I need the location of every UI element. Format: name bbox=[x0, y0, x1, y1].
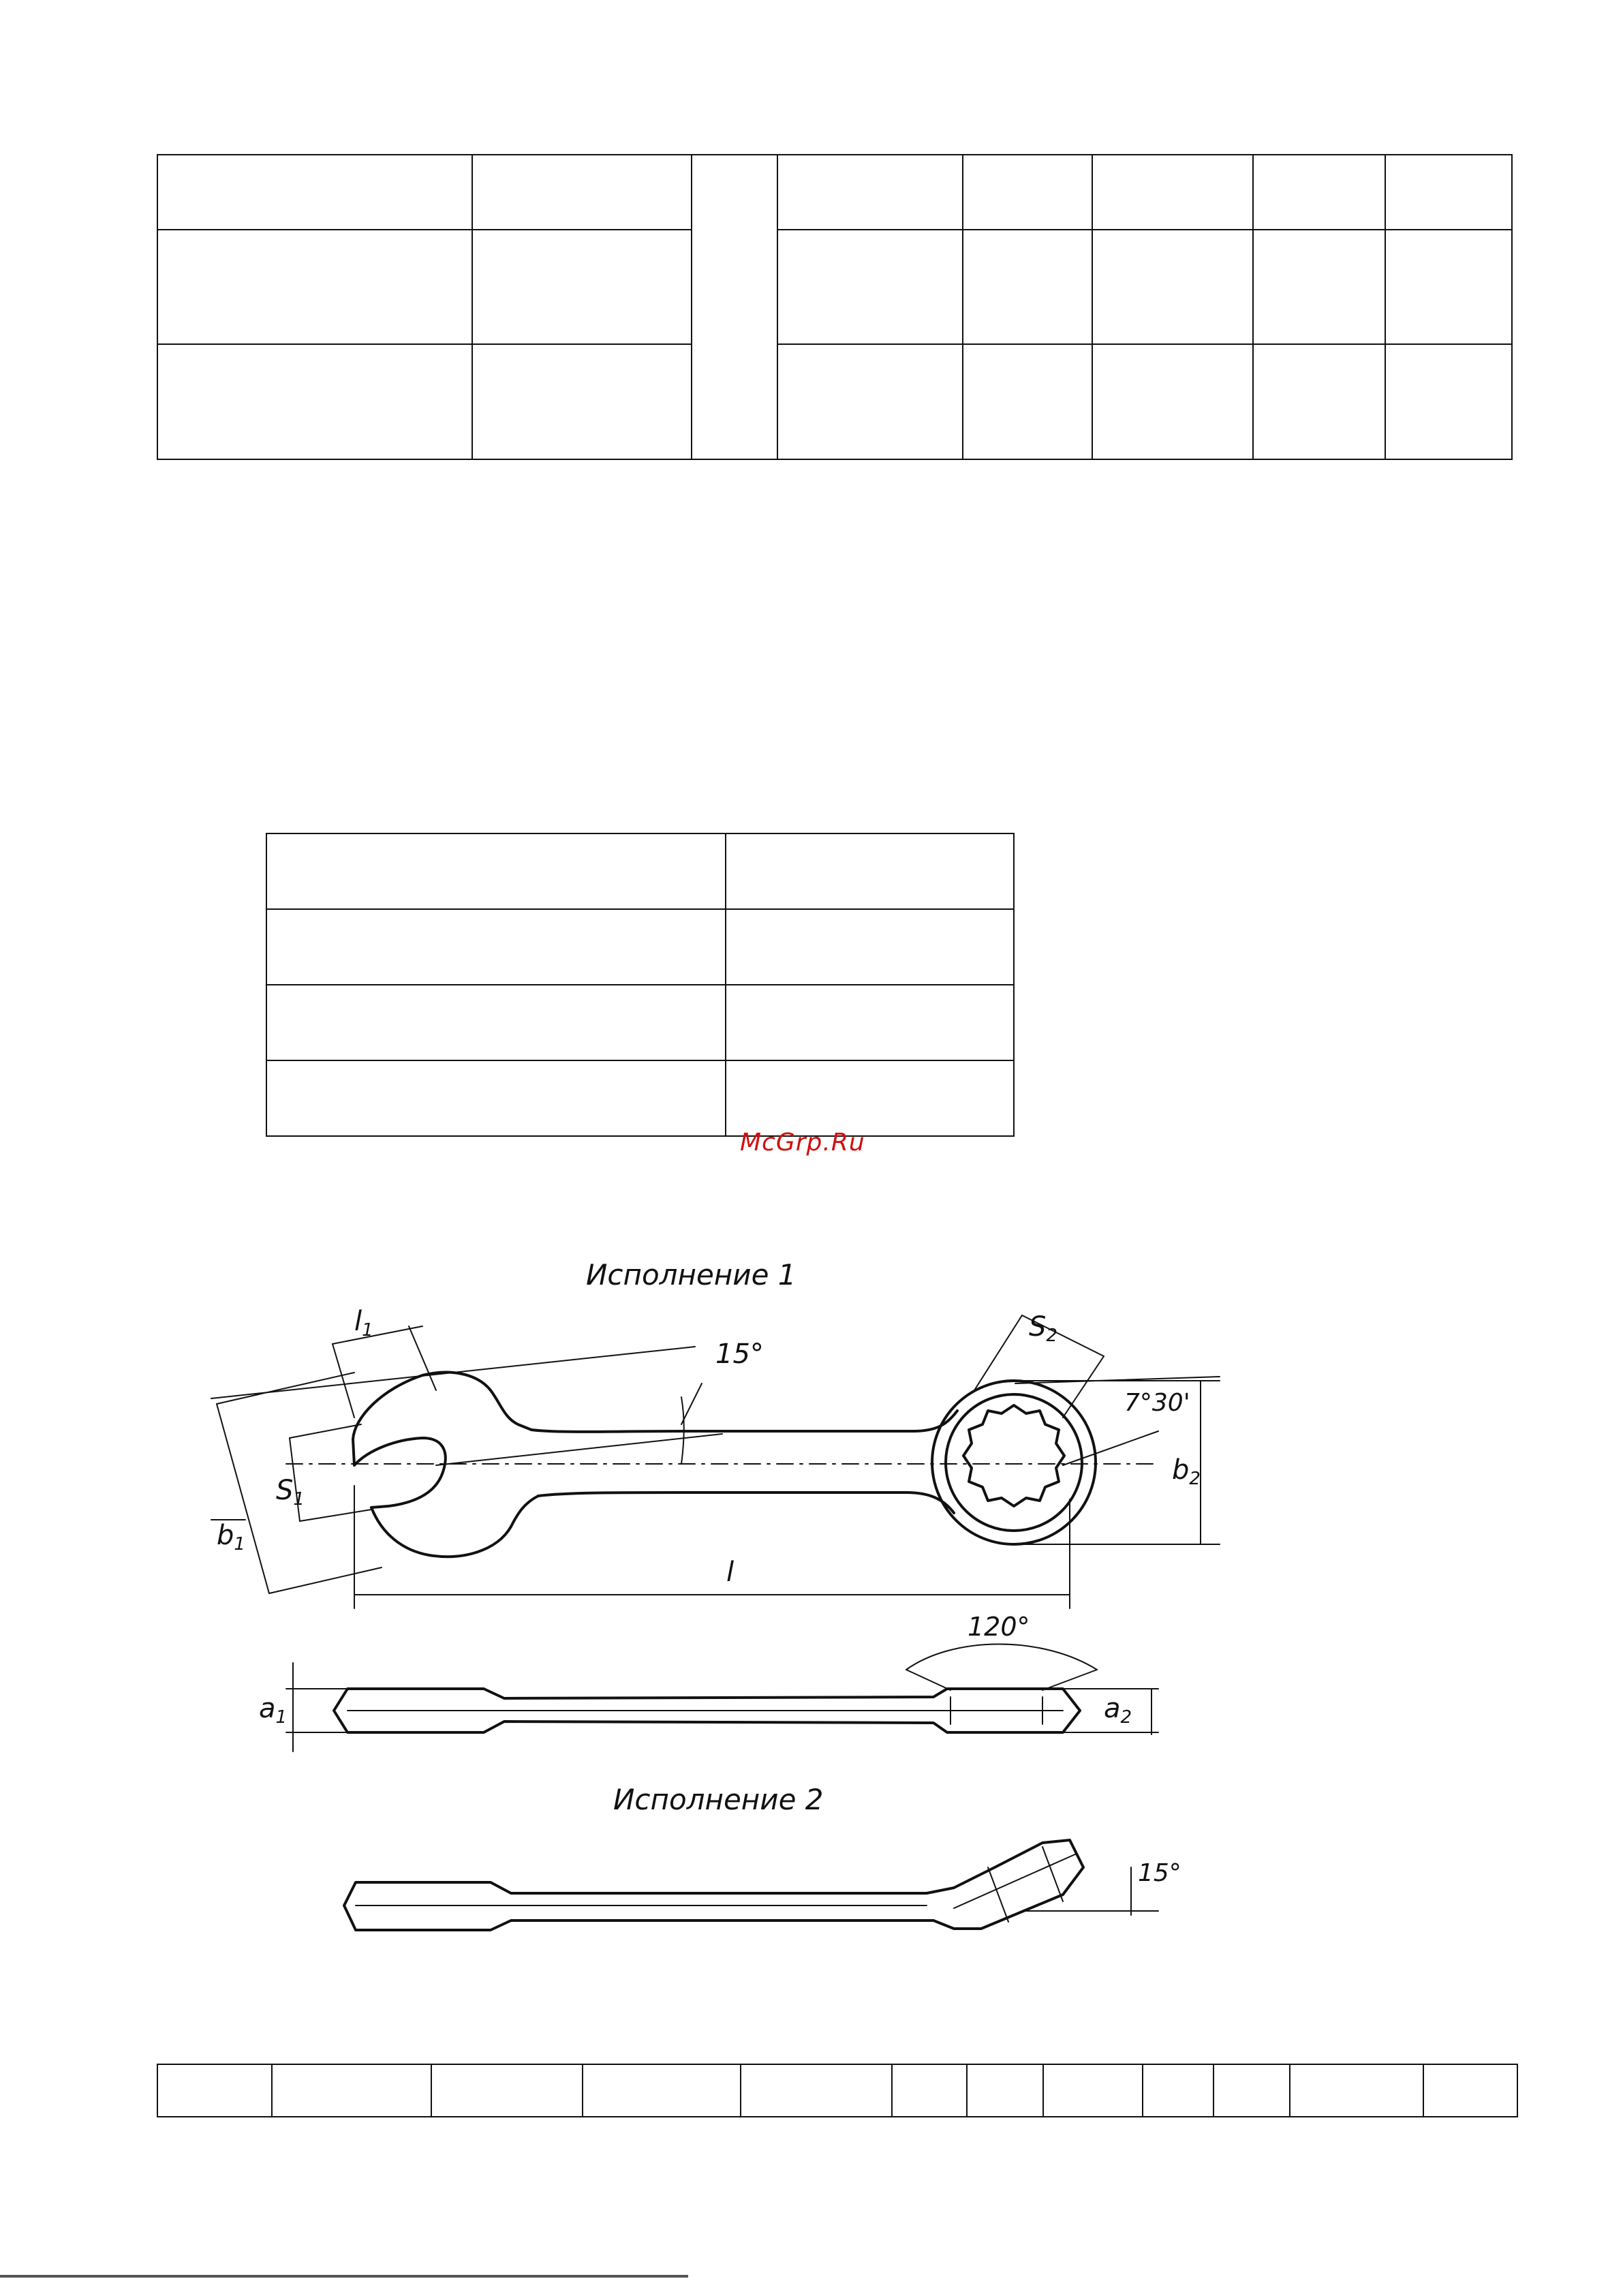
ring-head-inner bbox=[946, 1394, 1082, 1531]
table-cell bbox=[777, 230, 963, 344]
label-angle-15-side: 15° bbox=[1138, 1859, 1181, 1887]
table-cell bbox=[1385, 344, 1512, 459]
bottom-table bbox=[157, 2064, 1518, 2117]
label-s1: $S_1$ bbox=[276, 1475, 305, 1510]
table-cell bbox=[741, 2064, 892, 2117]
label-a2: $a_2$ bbox=[1104, 1693, 1132, 1728]
table-row bbox=[157, 344, 1512, 459]
table-cell bbox=[157, 230, 472, 344]
table-row bbox=[157, 2064, 1517, 2117]
table-cell bbox=[1423, 2064, 1517, 2117]
table-cell bbox=[1385, 155, 1512, 230]
ring-head-teeth bbox=[963, 1405, 1064, 1506]
table-cell bbox=[1253, 155, 1385, 230]
table-cell bbox=[726, 985, 1014, 1060]
table-cell bbox=[967, 2064, 1043, 2117]
label-length: l bbox=[726, 1557, 735, 1588]
caption-version-2: Исполнение 2 bbox=[613, 1783, 824, 1816]
table-row bbox=[266, 833, 1014, 909]
shank-bottom bbox=[538, 1493, 954, 1513]
table-cell bbox=[726, 833, 1014, 909]
table-cell bbox=[1043, 2064, 1143, 2117]
label-a1: $a_1$ bbox=[259, 1693, 288, 1728]
label-b2: $b_2$ bbox=[1172, 1454, 1201, 1489]
table-cell bbox=[266, 1060, 726, 1136]
label-angle-15-top: 15° bbox=[715, 1338, 764, 1370]
table-cell bbox=[726, 909, 1014, 985]
table-row bbox=[266, 1060, 1014, 1136]
table-cell bbox=[1290, 2064, 1423, 2117]
label-l1: $l_1$ bbox=[354, 1306, 373, 1341]
middle-table bbox=[266, 833, 1015, 1137]
table-row bbox=[157, 230, 1512, 344]
table-cell bbox=[472, 230, 692, 344]
label-b1: $b_1$ bbox=[217, 1520, 245, 1555]
label-angle-7-30: 7°30' bbox=[1124, 1389, 1190, 1417]
table-cell bbox=[266, 909, 726, 985]
label-angle-120: 120° bbox=[968, 1612, 1030, 1642]
table-cell bbox=[963, 344, 1092, 459]
table-cell bbox=[1092, 155, 1253, 230]
table-cell bbox=[157, 2064, 272, 2117]
top-table bbox=[157, 154, 1513, 460]
label-s2: $S_2$ bbox=[1029, 1311, 1057, 1346]
table-cell bbox=[157, 155, 472, 230]
table-cell bbox=[1143, 2064, 1214, 2117]
wrench-drawing bbox=[0, 1227, 1623, 1949]
side-view-2 bbox=[344, 1840, 1083, 1930]
table-row bbox=[266, 985, 1014, 1060]
table-cell bbox=[472, 155, 692, 230]
table-cell bbox=[963, 230, 1092, 344]
open-end-jaw bbox=[353, 1373, 531, 1439]
table-cell bbox=[777, 344, 963, 459]
table-cell bbox=[583, 2064, 741, 2117]
table-cell bbox=[157, 344, 472, 459]
table-cell bbox=[1092, 230, 1253, 344]
table-cell bbox=[1214, 2064, 1290, 2117]
table-cell bbox=[1253, 230, 1385, 344]
watermark: McGrp.Ru bbox=[740, 1129, 865, 1157]
table-cell bbox=[472, 344, 692, 459]
table-cell bbox=[963, 155, 1092, 230]
table-cell bbox=[892, 2064, 967, 2117]
table-cell bbox=[266, 833, 726, 909]
table-cell bbox=[1253, 344, 1385, 459]
table-cell bbox=[1092, 344, 1253, 459]
table-cell bbox=[777, 155, 963, 230]
table-cell-merged bbox=[692, 155, 777, 459]
table-cell bbox=[266, 985, 726, 1060]
table-cell bbox=[726, 1060, 1014, 1136]
table-row bbox=[266, 909, 1014, 985]
table-cell bbox=[272, 2064, 431, 2117]
table-cell bbox=[1385, 230, 1512, 344]
page-divider bbox=[0, 2275, 688, 2278]
table-cell bbox=[431, 2064, 583, 2117]
shank-top bbox=[531, 1411, 957, 1432]
table-row bbox=[157, 155, 1512, 230]
caption-version-1: Исполнение 1 bbox=[586, 1258, 797, 1291]
